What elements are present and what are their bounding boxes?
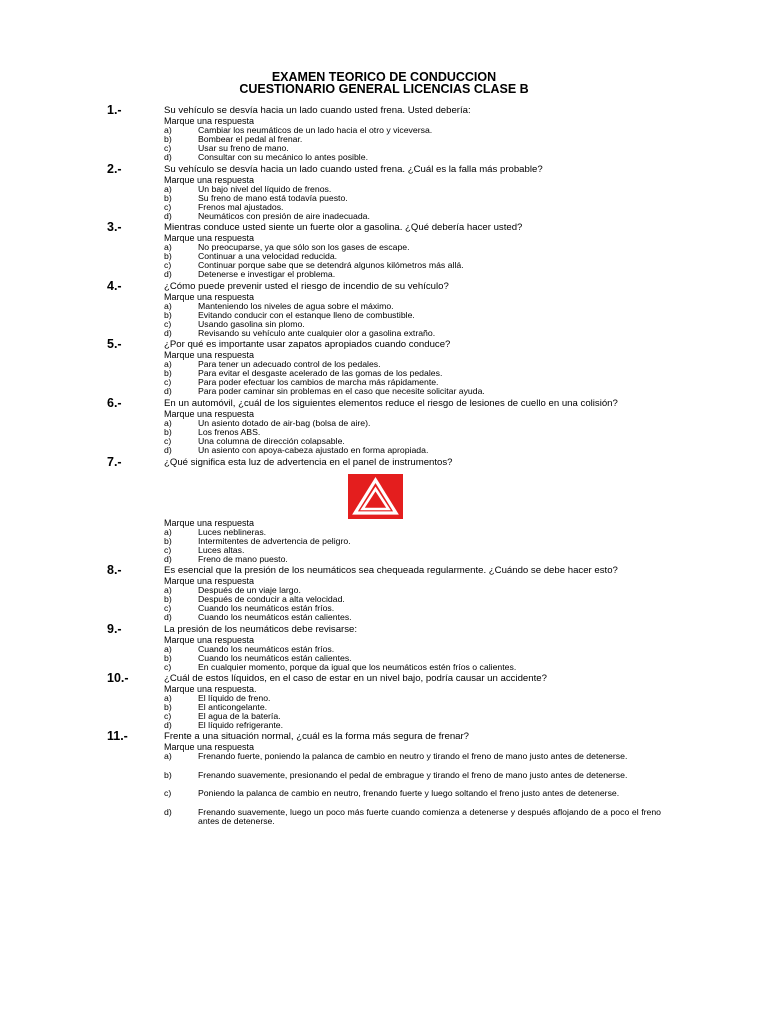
question-text: Su vehículo se desvía hacia un lado cuando usted frena. ¿Cuál es la falla más probable? xyxy=(164,164,543,175)
option-letter: b) xyxy=(164,251,172,261)
option-letter: a) xyxy=(164,585,172,595)
option-text: Evitando conducir con el estanque lleno de combustible. xyxy=(198,310,415,320)
option-text: Frenando suavemente, luego un poco más fuerte cuando comienza a detenerse y después aflojando de a poco el freno antes de detenerse. xyxy=(198,807,661,827)
option-text: Neumáticos con presión de aire inadecuada. xyxy=(198,211,370,221)
option-text: Frenando suavemente, presionando el pedal de embrague y tirando el freno de mano justo antes de detenerse. xyxy=(198,770,628,780)
option-text: El agua de la batería. xyxy=(198,711,281,721)
option-letter: c) xyxy=(164,711,172,721)
option-text: No preocuparse, ya que sólo son los gases de escape. xyxy=(198,242,410,252)
question-number: 9.- xyxy=(107,622,122,636)
option-letter: b) xyxy=(164,536,172,546)
answer-instruction: Marque una respuesta xyxy=(164,116,255,126)
question-text: ¿Qué significa esta luz de advertencia en el panel de instrumentos? xyxy=(164,457,453,468)
option-text: Un asiento dotado de air-bag (bolsa de aire). xyxy=(198,418,371,428)
option-text: Intermitentes de advertencia de peligro. xyxy=(198,536,351,546)
option-text: Después de un viaje largo. xyxy=(198,585,301,595)
answer-instruction: Marque una respuesta xyxy=(164,518,255,528)
question-text: En un automóvil, ¿cuál de los siguientes elementos reduce el riesgo de lesiones de cuello en una colisión? xyxy=(164,398,618,409)
option-text: Cuando los neumáticos están fríos. xyxy=(198,644,335,654)
option-letter: d) xyxy=(164,612,172,622)
option-text: Bombear el pedal al frenar. xyxy=(198,134,303,144)
option-letter: b) xyxy=(164,653,172,663)
option-letter: b) xyxy=(164,427,172,437)
question-number: 3.- xyxy=(107,220,122,234)
option-text: Usando gasolina sin plomo. xyxy=(198,319,305,329)
answer-instruction: Marque una respuesta. xyxy=(164,684,257,694)
option-letter: c) xyxy=(164,788,172,798)
answer-instruction: Marque una respuesta xyxy=(164,350,255,360)
question-text: La presión de los neumáticos debe revisarse: xyxy=(164,624,358,635)
option-text: Revisando su vehículo ante cualquier olor a gasolina extraño. xyxy=(198,328,436,338)
option-text: Consultar con su mecánico lo antes posible. xyxy=(198,152,368,162)
question-text: Frente a una situación normal, ¿cuál es la forma más segura de frenar? xyxy=(164,731,470,742)
option-text: Una columna de dirección colapsable. xyxy=(198,436,345,446)
option-text: Continuar a una velocidad reducida. xyxy=(198,251,338,261)
option-letter: d) xyxy=(164,211,172,221)
option-text: Su freno de mano está todavía puesto. xyxy=(198,193,348,203)
option-letter: b) xyxy=(164,310,172,320)
option-letter: a) xyxy=(164,242,172,252)
option-letter: d) xyxy=(164,152,172,162)
question-number: 10.- xyxy=(107,671,129,685)
answer-instruction: Marque una respuesta xyxy=(164,292,255,302)
option-letter: b) xyxy=(164,193,172,203)
option-text: Poniendo la palanca de cambio en neutro, frenando fuerte y luego soltando el freno justo antes de detenerse. xyxy=(198,788,620,798)
option-letter: c) xyxy=(164,545,172,555)
option-letter: d) xyxy=(164,445,172,455)
option-letter: b) xyxy=(164,368,172,378)
question-number: 4.- xyxy=(107,279,122,293)
option-text: Freno de mano puesto. xyxy=(198,554,288,564)
question-number: 11.- xyxy=(107,729,128,743)
question-number: 7.- xyxy=(107,455,122,469)
option-letter: a) xyxy=(164,184,172,194)
option-letter: b) xyxy=(164,134,172,144)
answer-instruction: Marque una respuesta xyxy=(164,409,255,419)
question-text: ¿Cuál de estos líquidos, en el caso de estar en un nivel bajo, podría causar un accidente? xyxy=(164,673,547,684)
option-text: Frenos mal ajustados. xyxy=(198,202,284,212)
option-text: Detenerse e investigar el problema. xyxy=(198,269,336,279)
option-letter: c) xyxy=(164,260,172,270)
option-letter: a) xyxy=(164,301,172,311)
option-letter: a) xyxy=(164,125,172,135)
option-text: Frenando fuerte, poniendo la palanca de cambio en neutro y tirando el freno de mano justo antes de detenerse. xyxy=(198,751,628,761)
question-number: 6.- xyxy=(107,396,122,410)
question-text: ¿Por qué es importante usar zapatos apropiados cuando conduce? xyxy=(164,339,451,350)
question-text: Es esencial que la presión de los neumáticos sea chequeada regularmente. ¿Cuándo se debe hacer esto? xyxy=(164,565,618,576)
option-letter: c) xyxy=(164,377,172,387)
question-text: Su vehículo se desvía hacia un lado cuando usted frena. Usted debería: xyxy=(164,105,471,116)
option-letter: a) xyxy=(164,644,172,654)
option-letter: a) xyxy=(164,693,172,703)
answer-instruction: Marque una respuesta xyxy=(164,576,255,586)
option-text: Usar su freno de mano. xyxy=(198,143,289,153)
question-number: 8.- xyxy=(107,563,122,577)
option-text: Para tener un adecuado control de los pedales. xyxy=(198,359,381,369)
option-text: El anticongelante. xyxy=(198,702,268,712)
option-text: El líquido de freno. xyxy=(198,693,271,703)
option-text: Continuar porque sabe que se detendrá algunos kilómetros más allá. xyxy=(198,260,464,270)
option-text: Cambiar los neumáticos de un lado hacia el otro y viceversa. xyxy=(198,125,433,135)
option-text: Para poder efectuar los cambios de marcha más rápidamente. xyxy=(198,377,439,387)
option-text: Después de conducir a alta velocidad. xyxy=(198,594,345,604)
option-letter: d) xyxy=(164,554,172,564)
option-text: Un bajo nivel del líquido de frenos. xyxy=(198,184,332,194)
option-letter: d) xyxy=(164,328,172,338)
option-letter: c) xyxy=(164,319,172,329)
option-letter: d) xyxy=(164,269,172,279)
answer-instruction: Marque una respuesta xyxy=(164,742,255,752)
option-text: Un asiento con apoya-cabeza ajustado en forma apropiada. xyxy=(198,445,429,455)
option-letter: a) xyxy=(164,359,172,369)
option-text: En cualquier momento, porque da igual que los neumáticos estén fríos o calientes. xyxy=(198,662,517,672)
option-letter: a) xyxy=(164,527,172,537)
option-letter: b) xyxy=(164,702,172,712)
option-text: Luces neblineras. xyxy=(198,527,267,537)
question-number: 2.- xyxy=(107,162,122,176)
question-text: ¿Cómo puede prevenir usted el riesgo de incendio de su vehículo? xyxy=(164,281,449,292)
option-letter: b) xyxy=(164,594,172,604)
option-letter: c) xyxy=(164,603,172,613)
answer-instruction: Marque una respuesta xyxy=(164,175,255,185)
hazard-warning-light-icon xyxy=(348,474,403,519)
option-letter: d) xyxy=(164,386,172,396)
option-text: Luces altas. xyxy=(198,545,245,555)
option-letter: c) xyxy=(164,202,172,212)
option-text: Cuando los neumáticos están calientes. xyxy=(198,612,352,622)
option-text: El líquido refrigerante. xyxy=(198,720,283,730)
option-text: Los frenos ABS. xyxy=(198,427,261,437)
option-letter: a) xyxy=(164,418,172,428)
option-letter: b) xyxy=(164,770,172,780)
option-letter: d) xyxy=(164,807,172,817)
option-text: Cuando los neumáticos están calientes. xyxy=(198,653,352,663)
question-number: 1.- xyxy=(107,103,122,117)
option-letter: a) xyxy=(164,751,172,761)
exam-title: EXAMEN TEORICO DE CONDUCCION xyxy=(271,70,497,84)
option-text: Para evitar el desgaste acelerado de las gomas de los pedales. xyxy=(198,368,443,378)
option-text: Para poder caminar sin problemas en el caso que necesite solicitar ayuda. xyxy=(198,386,485,396)
option-letter: c) xyxy=(164,662,172,672)
answer-instruction: Marque una respuesta xyxy=(164,233,255,243)
option-letter: c) xyxy=(164,436,172,446)
option-letter: c) xyxy=(164,143,172,153)
exam-subtitle: CUESTIONARIO GENERAL LICENCIAS CLASE B xyxy=(239,82,529,96)
question-number: 5.- xyxy=(107,337,122,351)
question-text: Mientras conduce usted siente un fuerte olor a gasolina. ¿Qué debería hacer usted? xyxy=(164,222,523,233)
option-text: Cuando los neumáticos están fríos. xyxy=(198,603,335,613)
option-text: Manteniendo los niveles de agua sobre el máximo. xyxy=(198,301,394,311)
answer-instruction: Marque una respuesta xyxy=(164,635,255,645)
option-letter: d) xyxy=(164,720,172,730)
